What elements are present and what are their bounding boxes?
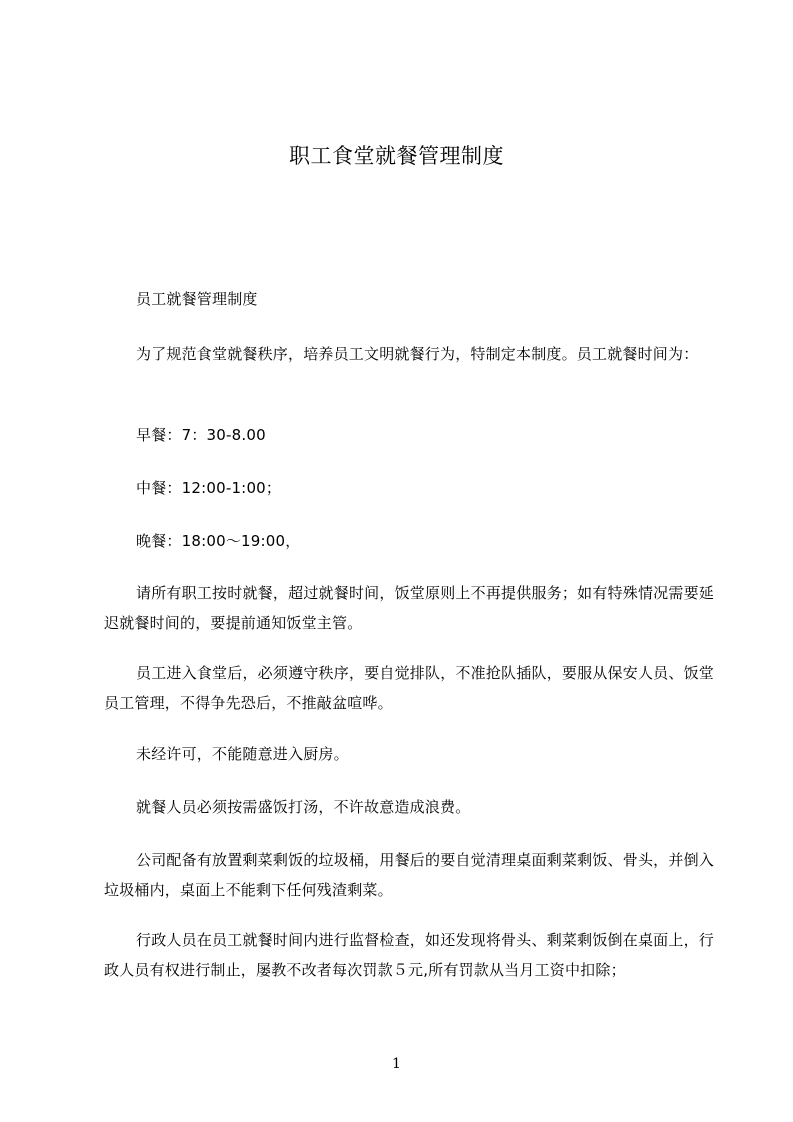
paragraph-kitchen-access: 未经许可，不能随意进入厨房。	[136, 745, 349, 763]
paragraph-intro: 为了规范食堂就餐秩序，培养员工文明就餐行为，特制定本制度。员工就餐时间为：	[136, 345, 699, 363]
document-title: 职工食堂就餐管理制度	[289, 144, 504, 168]
paragraph-dinner-time: 晚餐：18:00～19:00，	[136, 532, 301, 550]
paragraph-lunch-time: 中餐：12:00-1:00；	[136, 479, 282, 497]
paragraph-on-time: 请所有职工按时就餐，超过就餐时间，饭堂原则上不再提供服务；如有特殊情况需要延迟就餐时间的，要提前通知饭堂主管。	[104, 584, 714, 632]
paragraph-trash-bins: 公司配备有放置剩菜剩饭的垃圾桶，用餐后的要自觉清理桌面剩菜剩饭、骨头，并倒入垃圾桶内，桌面上不能剩下任何残渣剩菜。	[104, 851, 714, 899]
paragraph-no-waste: 就餐人员必须按需盛饭打汤，不许故意造成浪费。	[136, 798, 471, 816]
section-heading: 员工就餐管理制度	[136, 290, 258, 308]
paragraph-breakfast-time: 早餐：7：30-8.00	[136, 426, 266, 444]
paragraph-queue-rules: 员工进入食堂后，必须遵守秩序，要自觉排队，不准抢队插队，要服从保安人员、饭堂员工管理，不得争先恐后，不推敲盆喧哗。	[104, 664, 714, 712]
page-number: 1	[392, 1056, 401, 1072]
paragraph-inspection: 行政人员在员工就餐时间内进行监督检查，如还发现将骨头、剩菜剩饭倒在桌面上，行政人员有权进行制止，屡教不改者每次罚款５元,所有罚款从当月工资中扣除；	[104, 931, 714, 979]
